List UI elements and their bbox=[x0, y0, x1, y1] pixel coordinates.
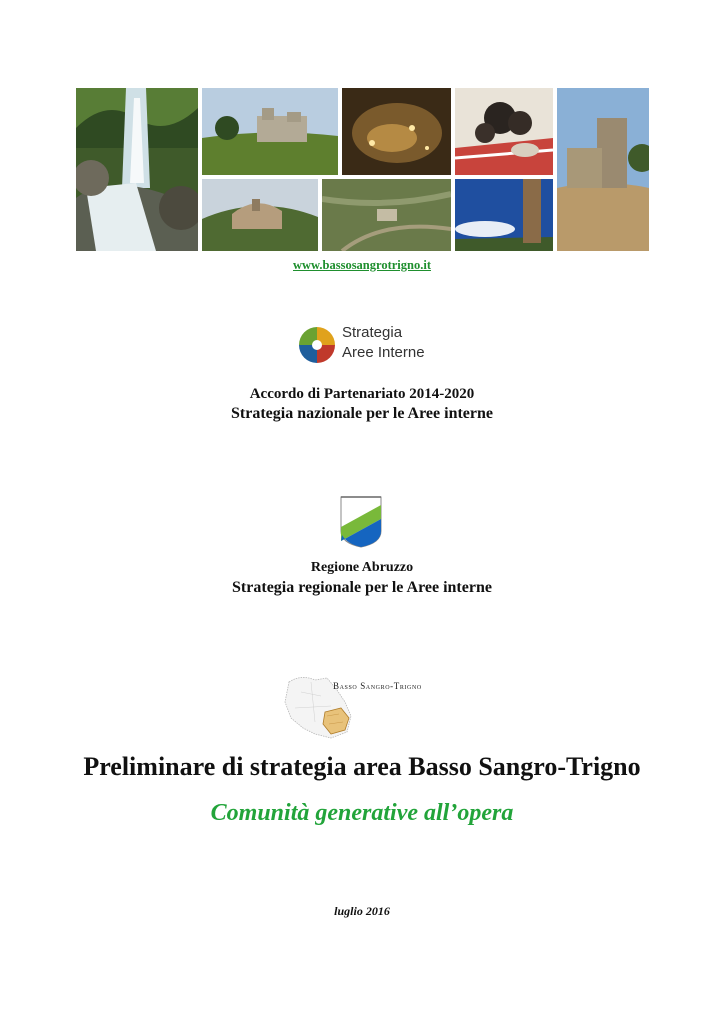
cave-photo bbox=[342, 88, 451, 175]
website-link[interactable]: www.bassosangrotrigno.it bbox=[293, 258, 431, 272]
aerial-landscape-photo bbox=[322, 179, 451, 251]
document-title: Preliminare di strategia area Basso Sangro-Trigno bbox=[83, 752, 641, 781]
sai-logo-icon bbox=[298, 326, 336, 364]
document-date: luglio 2016 bbox=[334, 904, 390, 918]
castle-ruins-photo bbox=[202, 88, 338, 175]
area-map bbox=[281, 672, 431, 742]
area-map-caption: Basso Sangro-Trigno bbox=[333, 681, 422, 691]
tower-sky-photo bbox=[455, 179, 553, 251]
stone-tower-photo bbox=[557, 88, 649, 251]
regione-abruzzo-heading: Regione Abruzzo bbox=[310, 560, 414, 575]
partnership-agreement-heading: Accordo di Partenariato 2014-2020 bbox=[249, 386, 475, 402]
truffles-photo bbox=[455, 88, 553, 175]
hill-village-photo bbox=[202, 179, 318, 251]
sai-logo-line2: Aree Interne bbox=[342, 344, 425, 361]
national-strategy-heading: Strategia nazionale per le Aree interne bbox=[230, 405, 493, 422]
strategia-aree-interne-logo bbox=[298, 323, 448, 369]
document-subtitle: Comunità generative all’opera bbox=[210, 800, 514, 826]
sai-logo-line1: Strategia bbox=[342, 324, 403, 341]
abruzzo-crest-icon bbox=[339, 495, 383, 549]
sai-logo-text bbox=[342, 323, 425, 363]
waterfall-photo bbox=[76, 88, 198, 251]
regional-strategy-heading: Strategia regionale per le Aree interne bbox=[232, 579, 492, 596]
